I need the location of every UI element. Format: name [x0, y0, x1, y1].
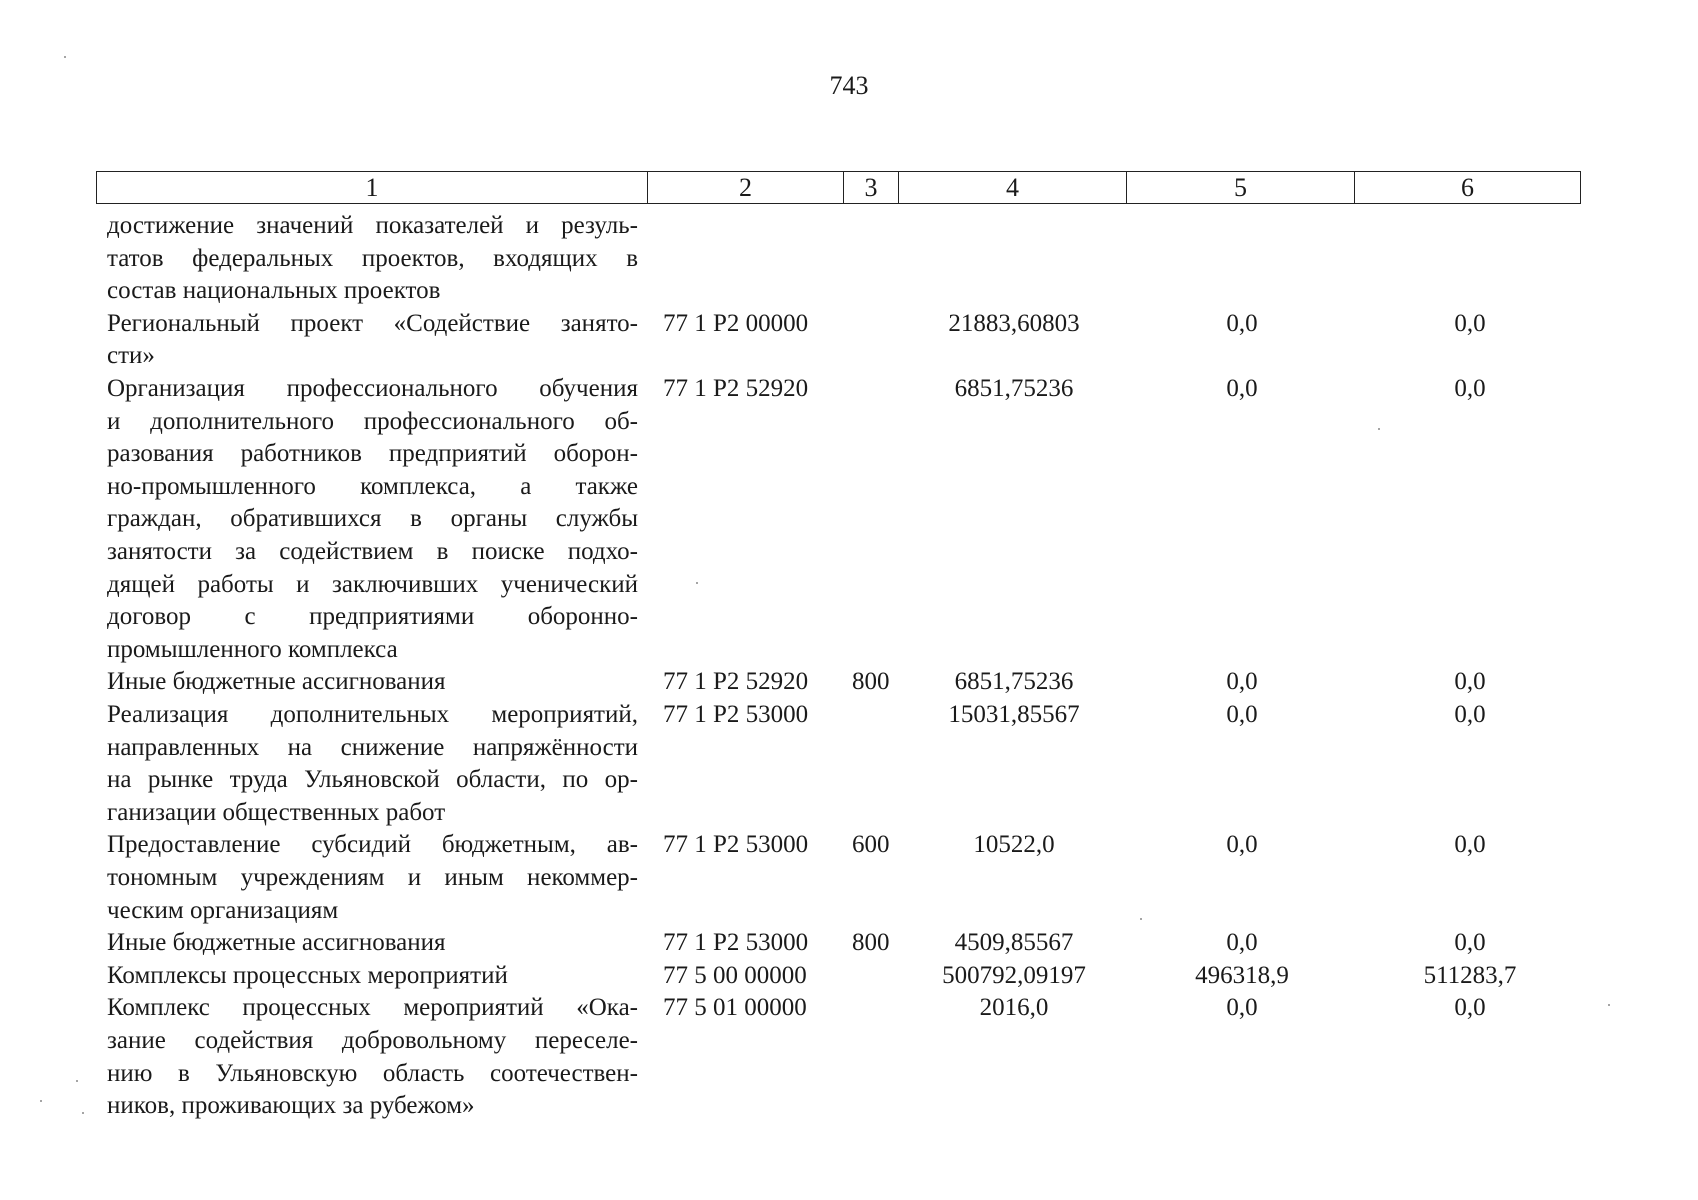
description-line: зание содействия добровольному переселе-: [107, 1026, 638, 1054]
description-line: ников, проживающих за рубежом»: [107, 1092, 475, 1120]
scan-speck: [1608, 1004, 1610, 1006]
row-amount-col4: 6851,75236: [954, 668, 1074, 696]
row-description: [107, 699, 638, 829]
row-target-code: 77 5 01 00000: [663, 994, 807, 1022]
table-row: [0, 373, 1698, 666]
table-header: [96, 171, 1581, 204]
row-amount-col5: 0,0: [1226, 309, 1258, 337]
description-line: и дополнительного профессионального об-: [107, 407, 638, 435]
page-number: 743: [829, 71, 869, 100]
row-amount-col5: 0,0: [1226, 700, 1258, 728]
table-row: [0, 927, 1698, 960]
description-line: Иные бюджетные ассигнования: [107, 929, 446, 957]
description-line: Иные бюджетные ассигнования: [107, 668, 446, 696]
description-line: состав национальных проектов: [107, 277, 441, 305]
scan-speck: [82, 1112, 84, 1114]
description-line: Комплексы процессных мероприятий: [107, 961, 508, 989]
table-row: [0, 829, 1698, 927]
row-amount-col6: 0,0: [1454, 668, 1486, 696]
description-line: ганизации общественных работ: [107, 798, 446, 826]
row-description: [107, 373, 638, 666]
row-amount-col5: 0,0: [1226, 668, 1258, 696]
row-description: [107, 829, 638, 927]
scan-speck: [1140, 918, 1142, 920]
row-amount-col6: 0,0: [1454, 309, 1486, 337]
scan-speck: [64, 56, 66, 58]
description-line: татов федеральных проектов, входящих в: [107, 244, 638, 272]
scan-speck: [40, 1100, 42, 1102]
description-line: Региональный проект «Содействие занято-: [107, 309, 638, 337]
header-col-4: 4: [899, 172, 1127, 204]
row-amount-col4: 15031,85567: [948, 700, 1080, 728]
header-col-3: 3: [844, 172, 899, 204]
description-line: Организация профессионального обучения: [107, 374, 638, 402]
description-line: дящей работы и заключивших ученический: [107, 570, 638, 598]
row-amount-col6: 0,0: [1454, 929, 1486, 957]
row-target-code: 77 1 Р2 00000: [663, 309, 809, 337]
table-row: [0, 960, 1698, 993]
row-amount-col4: 2016,0: [979, 994, 1049, 1022]
description-line: ческим организациям: [107, 896, 339, 924]
row-expense-type: 800: [852, 668, 890, 696]
row-description: [107, 210, 638, 308]
description-line: Комплекс процессных мероприятий «Ока-: [107, 994, 638, 1022]
description-line: направленных на снижение напряжённости: [107, 733, 638, 761]
row-target-code: 77 5 00 00000: [663, 961, 807, 989]
description-line: на рынке труда Ульяновской области, по ор-: [107, 766, 638, 794]
description-line: граждан, обратившихся в органы службы: [107, 505, 638, 533]
row-target-code: 77 1 Р2 53000: [663, 700, 809, 728]
description-line: нию в Ульяновскую область соотечествен-: [107, 1059, 638, 1087]
row-amount-col4: 6851,75236: [954, 374, 1074, 402]
row-amount-col5: 0,0: [1226, 374, 1258, 402]
row-amount-col4: 21883,60803: [948, 309, 1080, 337]
table-row: [0, 992, 1698, 1122]
row-amount-col5: 0,0: [1226, 929, 1258, 957]
table-row: [0, 699, 1698, 829]
header-col-2: 2: [648, 172, 844, 204]
scan-speck: [1378, 428, 1380, 430]
row-expense-type: 600: [852, 831, 890, 859]
row-description: [107, 960, 638, 993]
description-line: тономным учреждениям и иным некоммер-: [107, 863, 638, 891]
row-target-code: 77 1 Р2 52920: [663, 374, 809, 402]
row-description: [107, 308, 638, 373]
row-amount-col6: 0,0: [1454, 994, 1486, 1022]
row-amount-col4: 4509,85567: [954, 929, 1074, 957]
row-amount-col5: 0,0: [1226, 831, 1258, 859]
row-expense-type: 800: [852, 929, 890, 957]
row-amount-col6: 511283,7: [1423, 961, 1517, 989]
table-body: [0, 210, 1698, 1123]
row-amount-col5: 496318,9: [1195, 961, 1289, 989]
description-line: разования работников предприятий оборон-: [107, 440, 638, 468]
row-amount-col6: 0,0: [1454, 831, 1486, 859]
row-description: [107, 666, 638, 699]
description-line: Предоставление субсидий бюджетным, ав-: [107, 831, 638, 859]
row-amount-col4: 10522,0: [973, 831, 1055, 859]
table-row: [0, 210, 1698, 308]
description-line: сти»: [107, 342, 155, 370]
row-target-code: 77 1 Р2 52920: [663, 668, 809, 696]
row-amount-col5: 0,0: [1226, 994, 1258, 1022]
description-line: договор с предприятиями оборонно-: [107, 603, 638, 631]
row-amount-col6: 0,0: [1454, 374, 1486, 402]
header-col-1: 1: [97, 172, 648, 204]
scan-speck: [76, 1080, 78, 1082]
row-target-code: 77 1 Р2 53000: [663, 831, 809, 859]
table-header-row: [97, 172, 1581, 204]
description-line: Реализация дополнительных мероприятий,: [107, 700, 638, 728]
scan-speck: [696, 582, 698, 584]
description-line: достижение значений показателей и резуль-: [107, 212, 638, 239]
header-col-6: 6: [1355, 172, 1581, 204]
row-amount-col6: 0,0: [1454, 700, 1486, 728]
row-description: [107, 992, 638, 1122]
table-row: [0, 308, 1698, 373]
description-line: занятости за содействием в поиске подхо-: [107, 537, 638, 565]
description-line: но-промышленного комплекса, а также: [107, 472, 638, 500]
row-description: [107, 927, 638, 960]
table-row: [0, 666, 1698, 699]
row-target-code: 77 1 Р2 53000: [663, 929, 809, 957]
description-line: промышленного комплекса: [107, 635, 398, 663]
header-col-5: 5: [1127, 172, 1355, 204]
row-amount-col4: 500792,09197: [942, 961, 1086, 989]
